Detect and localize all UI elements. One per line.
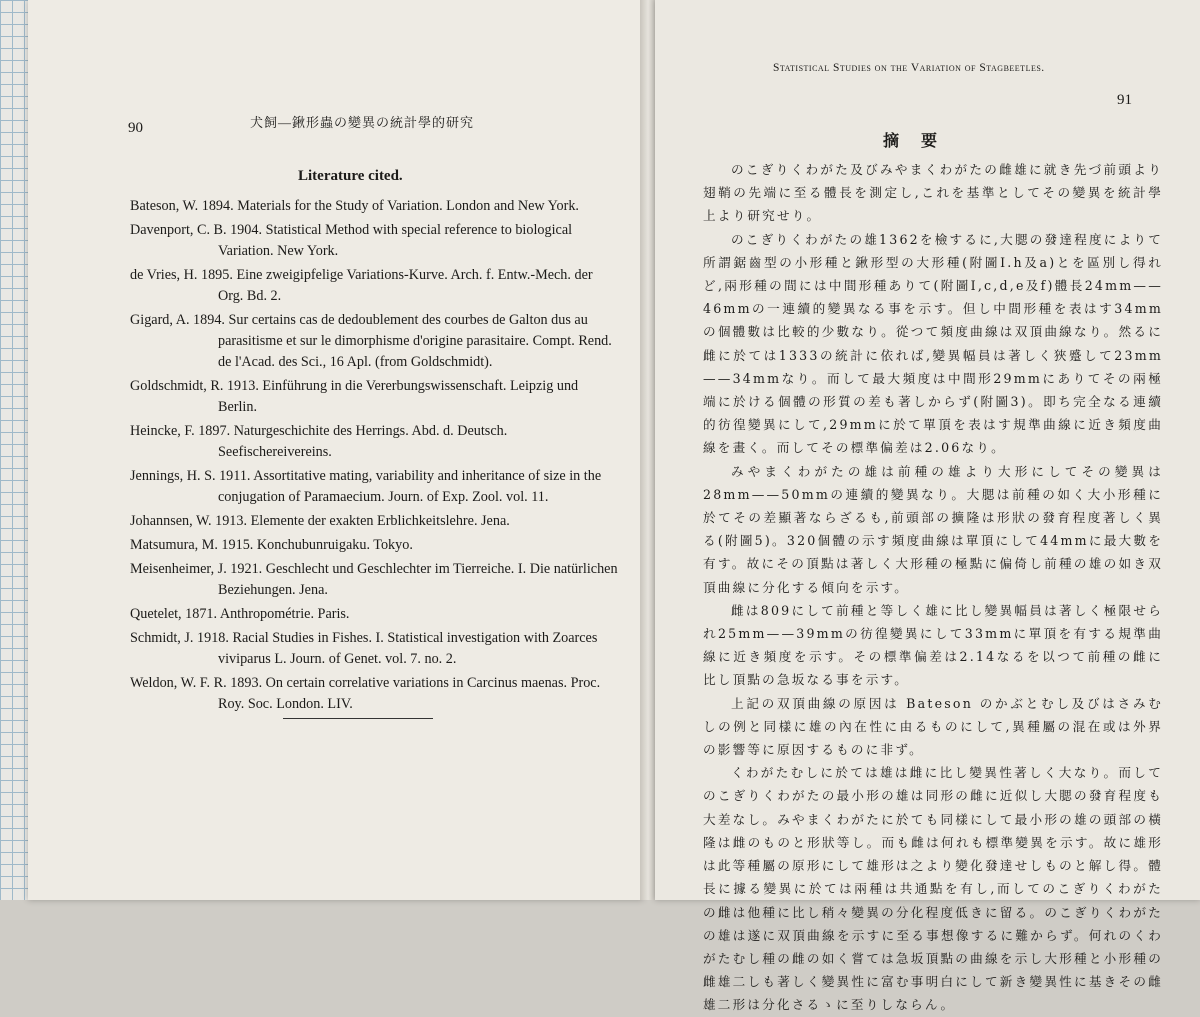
running-head: Statistical Studies on the Variation of Stagbeetles. [773, 62, 1045, 74]
reference-entry: Davenport, C. B. 1904. Statistical Method with special reference to biological Variation. New York. [130, 222, 573, 259]
paragraph: くわがたむしに於ては雄は雌に比し變異性著しく大なり。而してのこぎりくわがたの最小形の雄は同形の雌に近似し大腮の發育程度も大差なし。みやまくわがたに於ても同樣にして最小形の雄の頭部の橫隆は雌のものと形狀等し。而も雌は何れも標準變異を示す。故に雄形は此等種屬の原形にして雄形は之より變化發達せしものと解し得。體長に據る變異に於ては兩種は共通點を有し,而してのこぎりくわがたの雌は他種に比し稍々變異の分化程度低きに留る。のこぎりくわがたの雄は遂に双頂曲線を示すに至る事想像するに難からず。何れのくわがたむし種の雌の如く嘗ては急坂頂點の曲線を示し大形種と小形種の雌雄二しも著しく變異性に富む事明白にして新き變異性に基きその雌雄二形は分化さるゝに至りしならん。 [703, 765, 1163, 1013]
paragraph: みやまくわがたの雄は前種の雄より大形にしてその變異は28mm——50mmの連續的變異なり。大腮は前種の如く大小形種に於てその差顯著ならざるも,前頭部の擴隆は形狀の發育程度著しく異る(附圖5)。320個體の示す頻度曲線は單頂にして44mmに最大數を有す。故にその頂點は著しく大形種の極點に偏倚し前種の雄の如き双頂曲線に分化する傾向を示す。 [703, 463, 1163, 595]
section-title: Literature cited. [298, 168, 403, 184]
section-title: 摘要 [883, 133, 960, 150]
reference-entry: Heincke, F. 1897. Naturgeschichite des Herrings. Abd. d. Deutsch. Seefischereivereins. [130, 423, 508, 460]
reference-entry: Matsumura, M. 1915. Konchubunruigaku. Tokyo. [130, 537, 413, 553]
reference-entry: Johannsen, W. 1913. Elemente der exakten Erblichkeitslehre. Jena. [130, 513, 510, 529]
reference-list [130, 196, 620, 718]
left-page [28, 0, 643, 900]
reference-entry: Quetelet, 1871. Anthropométrie. Paris. [130, 606, 350, 622]
reference-entry: Jennings, H. S. 1911. Assortitative mating, variability and inheritance of size in the conjugation of Paramaecium. Journ. of Exp. Zool. vol. 11. [130, 468, 602, 505]
page-number: 91 [1117, 92, 1132, 108]
paragraph: のこぎりくわがたの雄1362を檢するに,大腮の發達程度によりて所謂鋸齒型の小形種と鍬形型の大形種(附圖I.h及a)とを區別し得れど,兩形種の間には中間形種ありて(附圖I,c,d,e及f)體長24mm——46mmの一連續的變異なる事を示す。但し中間形種を表はす34mmの個體數は比較的少數なり。從つて頻度曲線は双頂曲線なり。然るに雌に於ては1333の統計に依れば,變異幅員は著しく狹蹙して23mm——34mmなり。而して最大頻度は中間形29mmにありてその兩極端に於ける個體の形質の差も著しからず(附圖3)。即ち完全なる連續的彷徨變異にして,29mmに於て單頂を表はす規準曲線に近き頻度曲線を畫く。而してその標準偏差は2.06なり。 [703, 231, 1163, 456]
reference-entry: Schmidt, J. 1918. Racial Studies in Fishes. I. Statistical investigation with Zoarces viviparus L. Journ. of Genet. vol. 7. no. 2. [130, 630, 598, 667]
right-page [655, 0, 1200, 1013]
abstract-body [703, 158, 1163, 1017]
reference-entry: Bateson, W. 1894. Materials for the Study of Variation. London and New York. [130, 198, 579, 214]
end-rule-divider [283, 718, 433, 719]
running-head: 犬飼—鍬形蟲の變異の統計學的研究 [250, 115, 475, 130]
paragraph: のこぎりくわがた及びみやまくわがたの雌雄に就き先づ前頭より翅鞘の先端に至る體長を測定し,これを基準としてその變異を統計學上より研究せり。 [703, 162, 1163, 224]
reference-entry: Meisenheimer, J. 1921. Geschlecht und Geschlechter im Tierreiche. I. Die natürlichen Beziehungen. Jena. [130, 561, 618, 598]
reference-entry: de Vries, H. 1895. Eine zweigipfelige Variations-Kurve. Arch. f. Entw.-Mech. der Org. Bd. 2. [130, 267, 593, 304]
reference-entry: Weldon, W. F. R. 1893. On certain correlative variations in Carcinus maenas. Proc. Roy. Soc. London. LIV. [130, 675, 601, 712]
paragraph: 上記の双頂曲線の原因は Bateson のかぶとむし及びはさみむしの例と同樣に雄の內在性に由るものにして,異種屬の混在或は外界の影響等に原因するものに非ず。 [703, 695, 1163, 758]
paragraph: 雌は809にして前種と等しく雄に比し變異幅員は著しく極限せられ25mm——39mmの彷徨變異にして33mmに單頂を有する規準曲線に近き頻度を示す。その標準偏差は2.14なるを以つて前種の雌に比し頂點の急坂なる事を示す。 [703, 602, 1163, 688]
reference-entry: Gigard, A. 1894. Sur certains cas de dedoublement des courbes de Galton dus au parasitisme et sur le dimorphisme d'origine parasitaire. Compt. Rend. de l'Acad. des Sci., 16 Apl. (from Goldschmidt). [130, 312, 612, 370]
page-number: 90 [128, 120, 143, 136]
reference-entry: Goldschmidt, R. 1913. Einführung in die Vererbungswissenschaft. Leipzig und Berlin. [130, 378, 579, 415]
